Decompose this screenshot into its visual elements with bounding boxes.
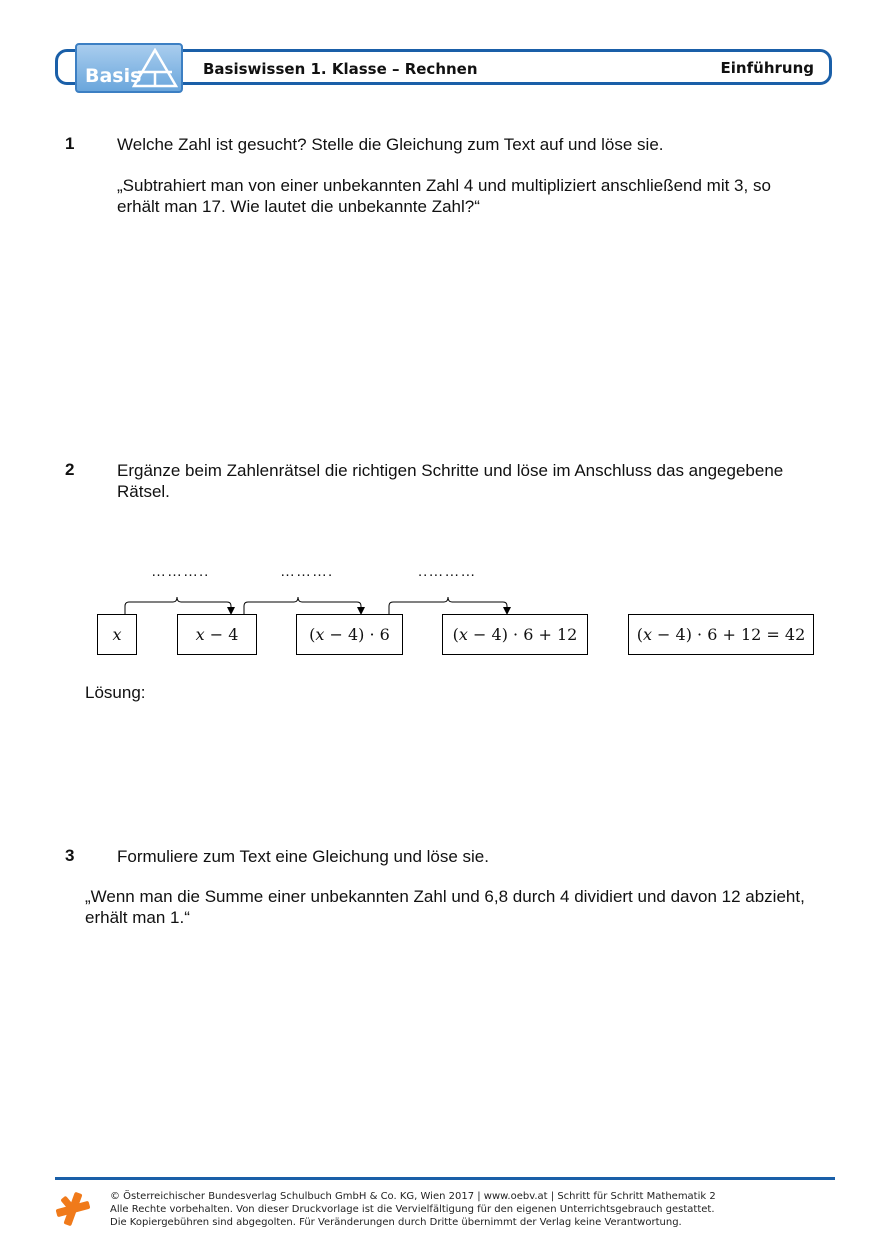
task-1-quote-line-1: „Subtrahiert man von einer unbekannten Zahl 4 und multipliziert anschließend mit 3, so [117, 176, 771, 195]
solution-label: Lösung: [85, 683, 146, 702]
task-1-quote-line-2: erhält man 17. Wie lautet die unbekannte Zahl?“ [117, 197, 480, 216]
equation-box-4: (𝑥 − 4) · 6 + 12 [442, 614, 588, 655]
equation-box-3: (𝑥 − 4) · 6 [296, 614, 403, 655]
equation-box-1: 𝑥 [97, 614, 137, 655]
page-title: Basiswissen 1. Klasse – Rechnen [203, 60, 478, 78]
blank-step-2[interactable]: ………. [280, 563, 334, 580]
footer-line-1: © Österreichischer Bundesverlag Schulbuch GmbH & Co. KG, Wien 2017 | www.oebv.at | Schritt für Schritt Mathematik 2 [110, 1191, 716, 1202]
task-1-number: 1 [65, 134, 75, 153]
task-3-instruction: Formuliere zum Text eine Gleichung und löse sie. [117, 847, 489, 866]
task-3-quote-line-2: erhält man 1.“ [85, 908, 190, 927]
task-1-instruction: Welche Zahl ist gesucht? Stelle die Gleichung zum Text auf und löse sie. [117, 135, 664, 154]
section-label: Einführung [720, 59, 814, 77]
footer-line-3: Die Kopiergebühren sind abgegolten. Für Veränderungen durch Dritte übernimmt der Verlag keine Verantwortung. [110, 1217, 682, 1228]
task-2-instruction-line-1: Ergänze beim Zahlenrätsel die richtigen Schritte und löse im Anschluss das angegebene [117, 461, 784, 480]
logo-text: Basis [85, 65, 142, 87]
equation-box-5: (𝑥 − 4) · 6 + 12 = 42 [628, 614, 814, 655]
footer-copyright [110, 1190, 716, 1229]
brace-arrows [0, 0, 890, 620]
footer-line-2: Alle Rechte vorbehalten. Von dieser Druckvorlage ist die Vervielfältigung für den eigenen Unterrichtsgebrauch gestattet. [110, 1204, 715, 1215]
equation-box-2: 𝑥 − 4 [177, 614, 257, 655]
footer-divider [55, 1177, 835, 1180]
blank-step-3[interactable]: ..……… [418, 563, 477, 580]
blank-step-1[interactable]: ……….. [151, 563, 210, 580]
task-3-quote-line-1: „Wenn man die Summe einer unbekannten Zahl und 6,8 durch 4 dividiert und davon 12 abzieht, [85, 887, 805, 906]
task-2-instruction-line-2: Rätsel. [117, 482, 170, 501]
publisher-star-icon [55, 1190, 91, 1228]
task-2-number: 2 [65, 460, 75, 479]
task-3-number: 3 [65, 846, 75, 865]
